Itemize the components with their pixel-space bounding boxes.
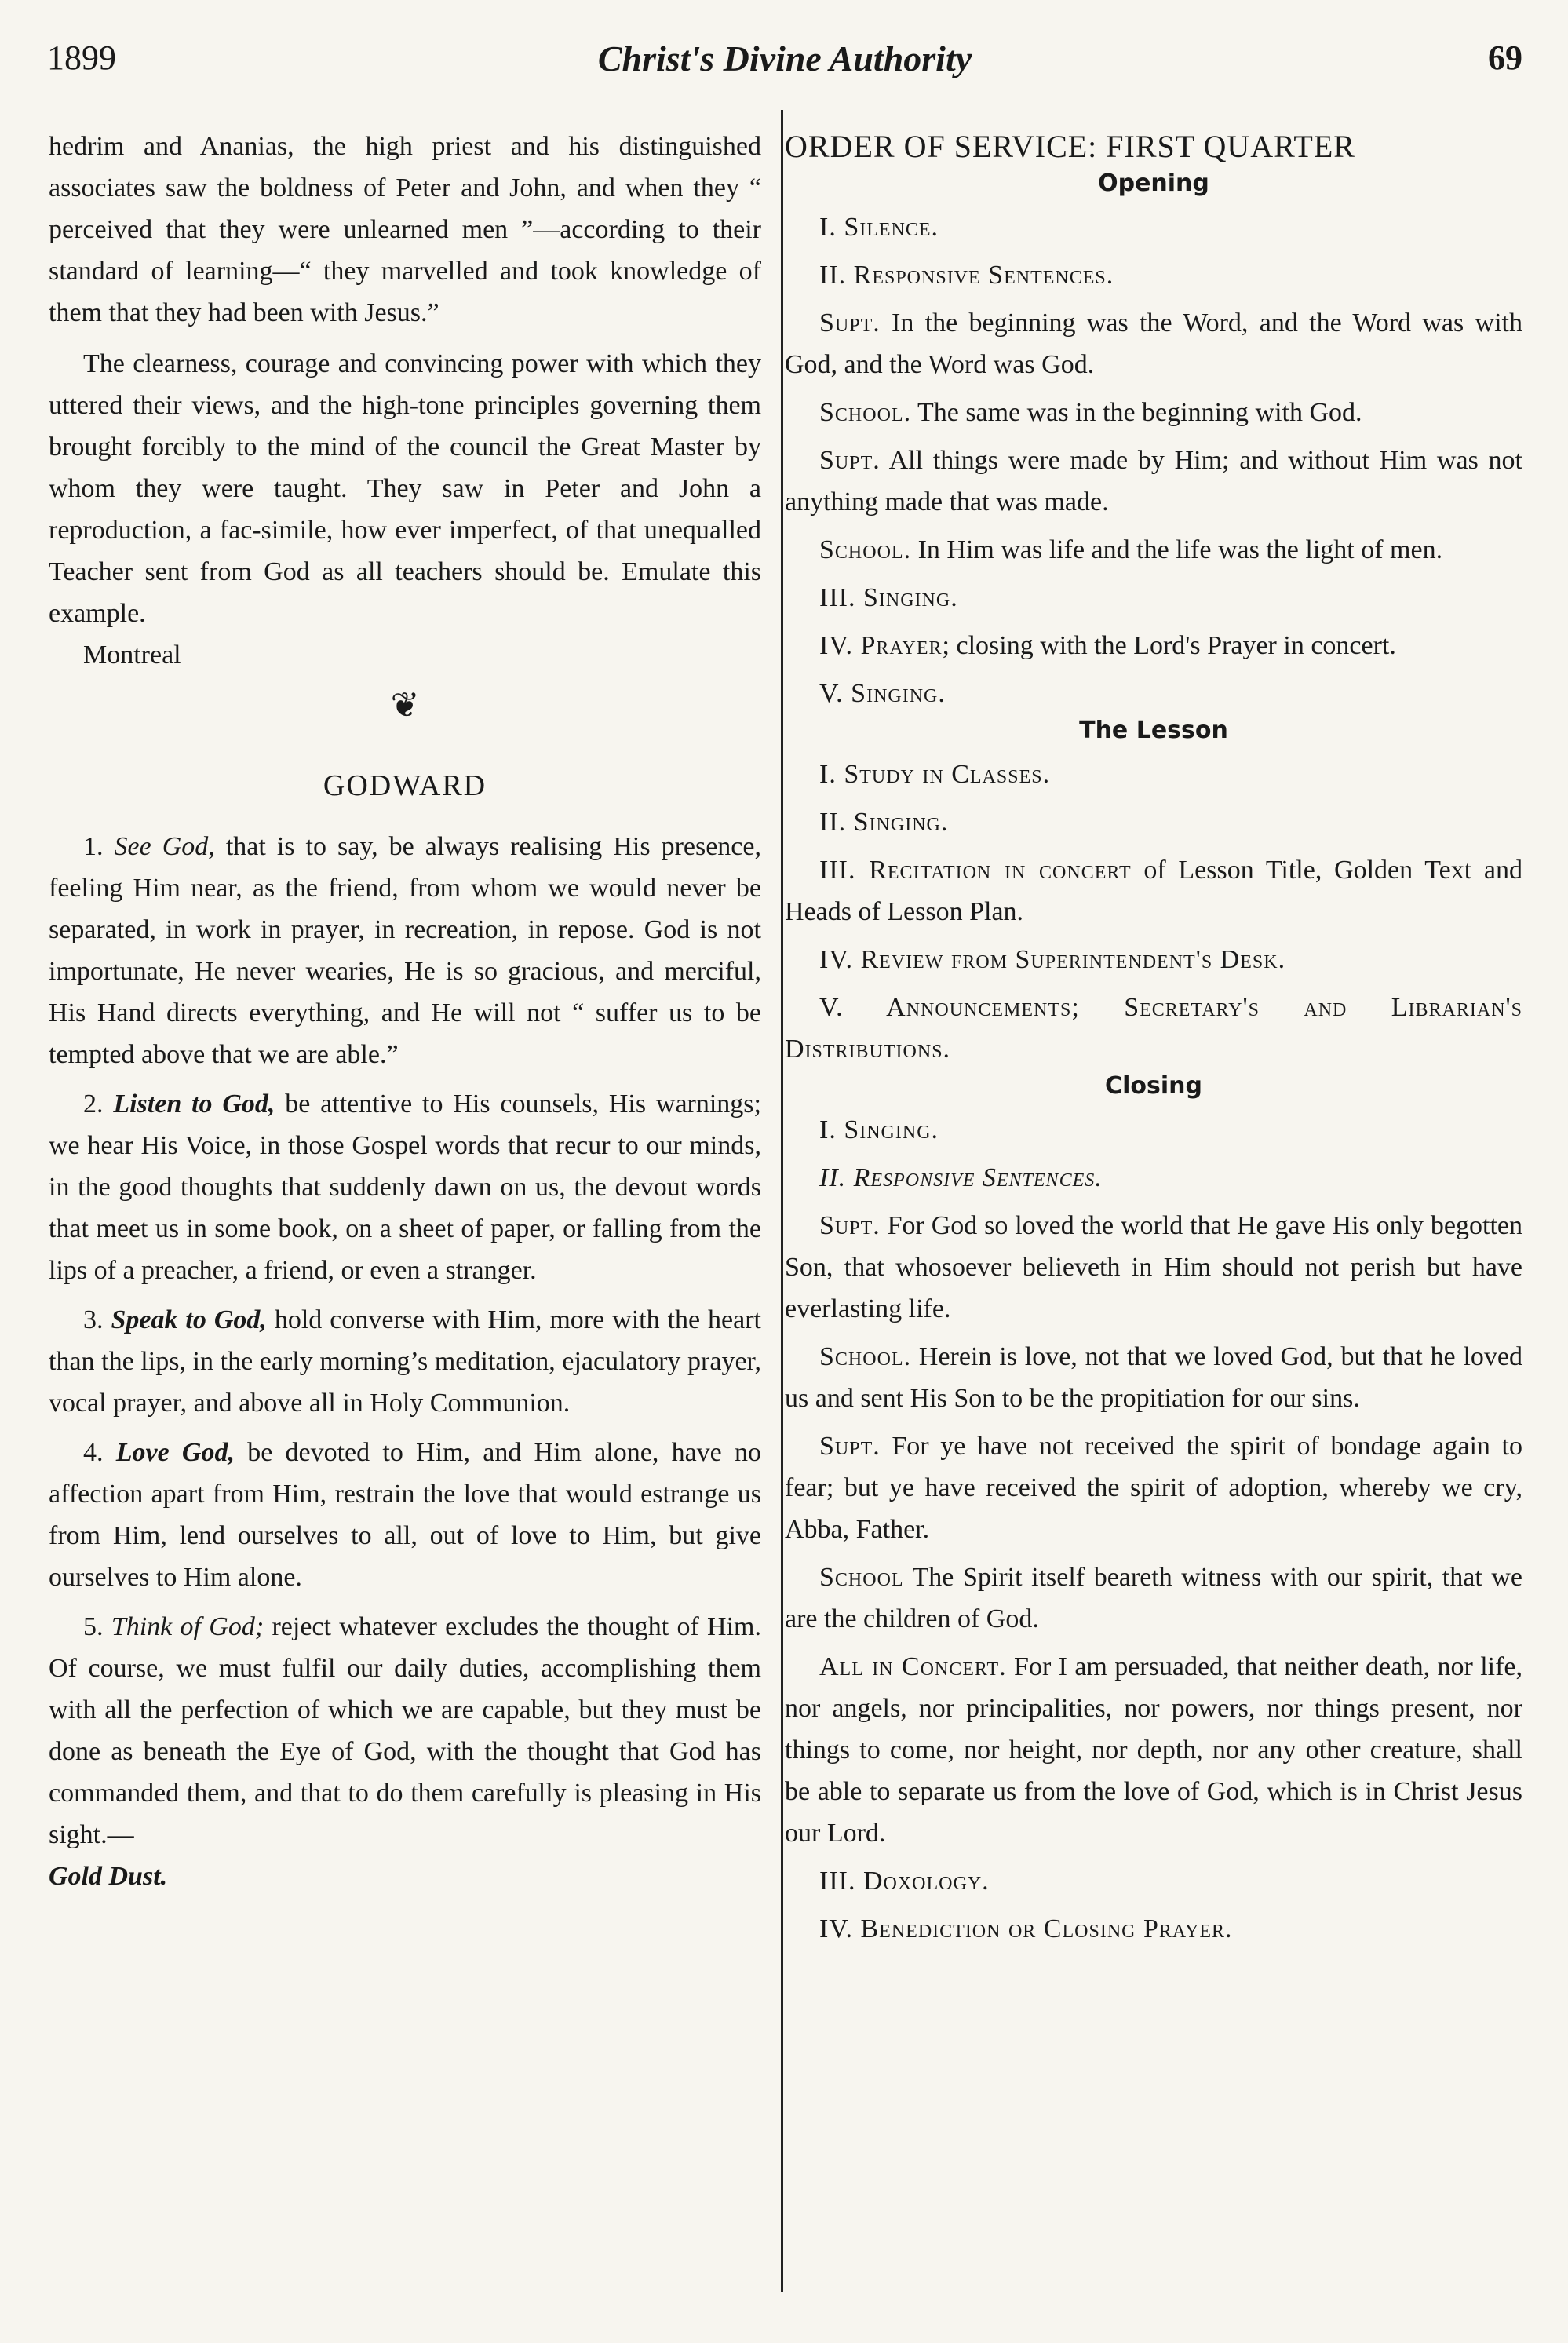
speaker: School. [819,1342,912,1371]
response-text: Herein is love, not that we loved God, but that he loved us and sent His Son to be the propitiation for our sins. [785,1342,1522,1413]
responsive-line [785,1646,1522,1854]
item-number: 1. [83,832,104,861]
item-number: 4. [83,1438,104,1467]
service-step: III. Singing. [819,583,958,612]
responsive-line [785,529,1522,571]
section-heading-godward: GODWARD [323,769,487,802]
item-text: be attentive to His counsels, His warnings; we hear His Voice, in those Gospel words that recur to our minds, in the good thoughts that suddenly dawn on us, the devout words that meet us in some book, on a sheet of paper, or falling from the lips of a preacher, a friend, or even a stranger. [49,1089,761,1285]
responsive-line [785,440,1522,523]
speaker: Supt. [819,1211,881,1240]
header-title: Christ's Divine Authority [597,38,972,78]
page-header [47,38,1522,93]
item-number: 2. [83,1089,104,1119]
item-lead: Speak to God, [111,1305,267,1334]
response-text: All things were made by Him; and without Him was not anything made that was made. [785,446,1522,516]
step-label: III. Recitation in concert [819,856,1132,885]
speaker: School [819,1563,904,1592]
response-text: For ye have not received the spirit of bondage again to fear; but ye have received the spirit of adoption, whereby we cry, Abba, Father. [785,1432,1522,1544]
section-heading-order-of-service: ORDER OF SERVICE: FIRST QUARTER [785,129,1355,164]
item-text: reject whatever excludes the thought of Him. Of course, we must fulfil our daily duties, accomplishing them with all the perfection of which we are capable, but they must be done as beneath the Eye of God, with the thought that God has commanded them, and that to do them carefully is pleasing in His sight.— [49,1612,762,1849]
item-text: be devoted to Him, and Him alone, have no affection apart from Him, restrain the love that would estrange us from Him, lend ourselves to all, out of love to Him, but give ourselves to Him alone. [49,1438,761,1592]
godward-item-5 [49,1606,761,1897]
item-number: 3. [83,1305,104,1334]
responsive-line [785,392,1522,433]
item-lead: Love God, [115,1438,235,1467]
responsive-line [785,1205,1522,1330]
header-year: 1899 [47,38,116,77]
godward-item-3 [49,1299,761,1424]
response-text: The Spirit itself beareth witness with our spirit, that we are the children of God. [785,1563,1522,1633]
service-step: II. Responsive Sentences. [819,261,1114,290]
service-step: IV. Benediction or Closing Prayer. [819,1914,1233,1943]
step-text: ; closing with the Lord's Prayer in concert. [942,631,1396,660]
responsive-line [785,302,1522,385]
response-text: For God so loved the world that He gave His only begotten Son, that whosoever believeth in Him should not perish but have everlasting life. [785,1211,1522,1323]
signoff: Montreal [83,640,181,670]
service-step: I. Study in Classes. [819,760,1051,789]
service-step: II. Responsive Sentences. [819,1163,1103,1192]
continued-paragraph: hedrim and Ananias, the high priest and his distinguished associates saw the boldness of Peter and John, and when they “ perceived that they were unlearned men ”—according to their standard of learning—“ they marvelled and took knowledge of them that they had been with Jesus.” [49,132,761,327]
speaker: All in Concert. [819,1652,1007,1681]
paragraph: The clearness, courage and convincing power with which they uttered their views, and the high-tone principles governing them brought forcibly to the mind of the council the Great Master by whom they were taught. They saw in Peter and John a reproduction, a fac-simile, how ever imperfect, of that unequalled Teacher sent from God as all teachers should be. Emulate this example. [49,349,761,628]
responsive-line [785,1336,1522,1419]
godward-item-2 [49,1083,761,1291]
left-column [49,126,761,1897]
item-lead: Think of God; [111,1612,264,1641]
service-step: I. Silence. [819,213,939,242]
godward-item-4 [49,1432,761,1598]
service-step: V. Singing. [819,679,946,708]
responsive-line [785,1425,1522,1550]
speaker: School. [819,535,912,564]
service-step [785,625,1522,666]
service-step [785,849,1522,932]
item-text: hold converse with Him, more with the heart than the lips, in the early morning’s meditation, ejaculatory prayer, vocal prayer, and above all in Holy Communion. [49,1305,762,1418]
item-lead: Listen to God, [113,1089,275,1119]
item-number: 5. [83,1612,104,1641]
response-text: In the beginning was the Word, and the Word was with God, and the Word was God. [785,308,1522,379]
service-step: II. Singing. [819,808,949,837]
service-step: V. Announcements; Secretary's and Librarian's Distributions. [785,993,1522,1064]
column-divider [781,110,783,2292]
source-attribution: Gold Dust. [49,1862,168,1891]
speaker: Supt. [819,1432,881,1461]
item-lead: See God, [114,832,215,861]
service-step: I. Singing. [819,1115,939,1144]
service-step: IV. Review from Superintendent's Desk. [819,945,1286,974]
ornament-icon: ❦ [390,686,420,724]
subheading-opening: Opening [1098,170,1209,197]
page-number: 69 [1488,38,1522,77]
step-label: IV. Prayer [819,631,943,660]
subheading-lesson: The Lesson [1079,717,1228,744]
right-column [785,126,1522,1950]
speaker: Supt. [819,446,881,475]
responsive-line [785,1557,1522,1640]
speaker: School. [819,398,912,427]
godward-item-1 [49,826,761,1075]
response-text: The same was in the beginning with God. [911,398,1362,427]
item-text: that is to say, be always realising His presence, feeling Him near, as the friend, from whom we would never be separated, in work in prayer, in recreation, in repose. God is not importunate, He never wearies, He is so gracious, and merciful, His Hand directs everything, and He will not “ suffer us to be tempted above that we are able.” [49,832,761,1069]
response-text: In Him was life and the life was the light of men. [911,535,1443,564]
step-text: of Lesson Title, Golden Text and Heads of Lesson Plan. [785,856,1522,926]
subheading-closing: Closing [1105,1072,1202,1100]
service-step: III. Doxology. [819,1867,990,1896]
speaker: Supt. [819,308,881,338]
response-text: For I am persuaded, that neither death, nor life, nor angels, nor principalities, nor powers, nor things present, nor things to come, nor height, nor depth, nor any other creature, shall be able to separate us from the love of God, which is in Christ Jesus our Lord. [785,1652,1522,1848]
